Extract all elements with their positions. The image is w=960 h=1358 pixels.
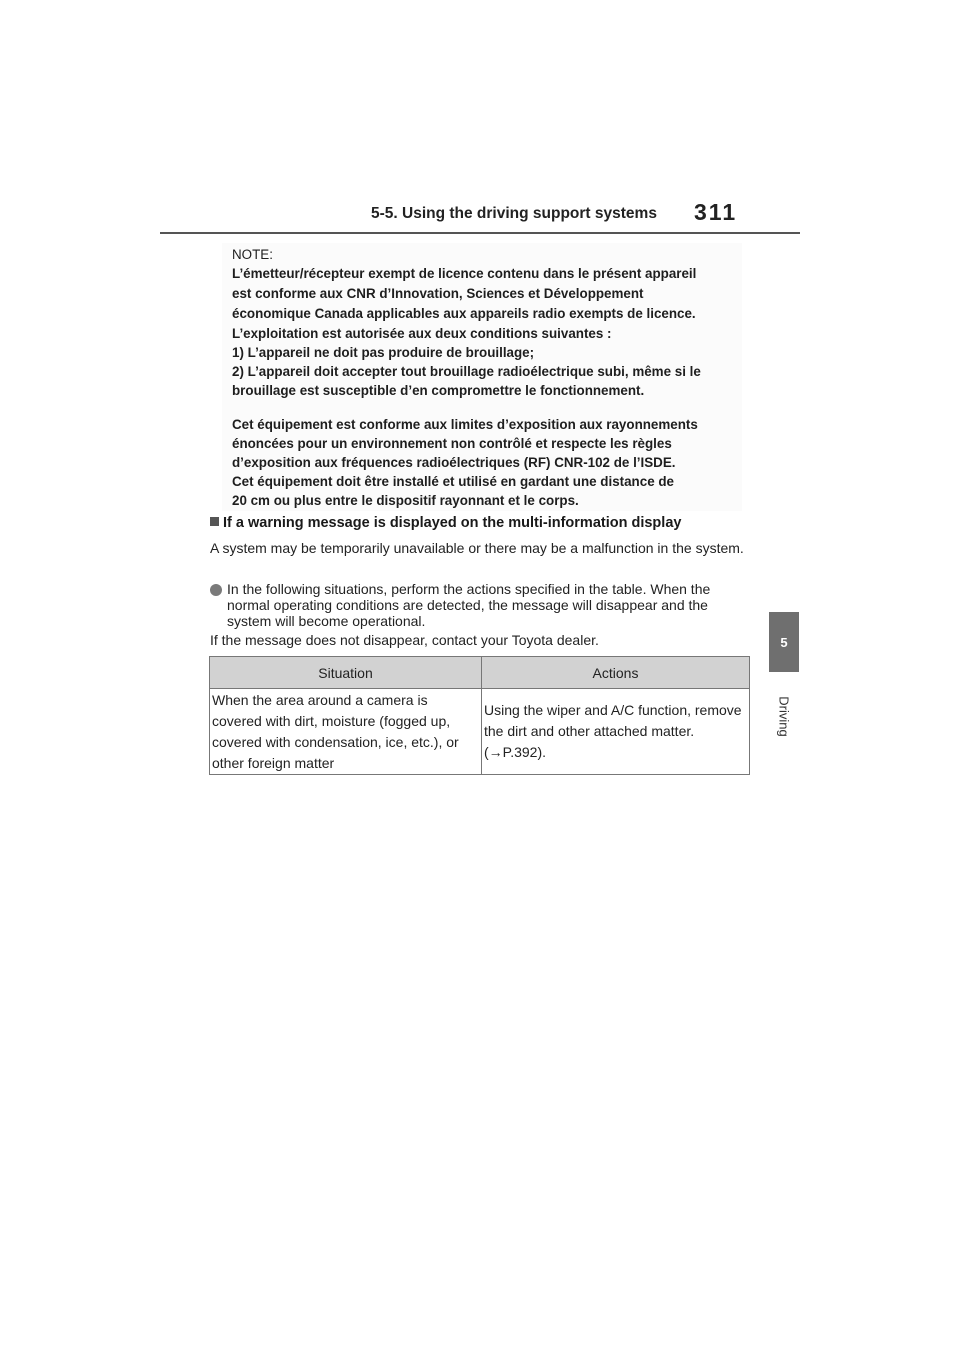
note-line: 20 cm ou plus entre le dispositif rayonnant et le corps. bbox=[232, 493, 579, 508]
regulatory-note-image bbox=[222, 243, 742, 511]
warning-actions-table bbox=[209, 656, 750, 775]
chapter-label-text: Driving bbox=[776, 695, 792, 737]
note-line: est conforme aux CNR d’Innovation, Sciences et Développement bbox=[232, 286, 644, 301]
note-line: d’exposition aux fréquences radioélectriques (RF) CNR-102 de l’ISDE. bbox=[232, 455, 676, 470]
section-heading-text: If a warning message is displayed on the multi-information display bbox=[223, 515, 682, 531]
table-cell-action: Using the wiper and A/C function, remove the dirt and other attached matter. (→P.392). bbox=[482, 689, 750, 775]
chapter-label bbox=[769, 686, 799, 746]
bullet-paragraph: In the following situations, perform the actions specified in the table. When the normal operating conditions are detected, the message will disappear and the system will become operational. bbox=[227, 581, 711, 629]
note-line: énoncées pour un environnement non contrôlé et respecte les règles bbox=[232, 436, 672, 451]
square-bullet-icon bbox=[210, 517, 219, 526]
note-line: brouillage est susceptible d’en compromettre le fonctionnement. bbox=[232, 383, 645, 398]
table-header-actions: Actions bbox=[482, 657, 750, 689]
note-line: L’exploitation est autorisée aux deux conditions suivantes : bbox=[232, 326, 612, 341]
closing-paragraph: If the message does not disappear, contact your Toyota dealer. bbox=[210, 632, 599, 648]
table-header-situation: Situation bbox=[210, 657, 482, 689]
note-line: économique Canada applicables aux appareils radio exempts de licence. bbox=[232, 306, 696, 321]
table-cell-situation: When the area around a camera is covered with dirt, moisture (fogged up, covered with condensation, ice, etc.), or other foreign matter bbox=[210, 689, 482, 775]
note-line: Cet équipement doit être installé et utilisé en gardant une distance de bbox=[232, 474, 674, 489]
note-line: L’émetteur/récepteur exempt de licence contenu dans le présent appareil bbox=[232, 266, 697, 281]
page-number: 311 bbox=[694, 199, 738, 225]
circle-bullet-icon bbox=[210, 584, 222, 596]
note-line: 2) L’appareil doit accepter tout brouillage radioélectrique subi, même si le bbox=[232, 364, 701, 379]
section-heading bbox=[210, 515, 681, 531]
table-header-row bbox=[210, 657, 750, 689]
note-line: NOTE: bbox=[232, 247, 273, 262]
intro-paragraph: A system may be temporarily unavailable or there may be a malfunction in the system. bbox=[210, 540, 744, 556]
header-divider bbox=[160, 232, 800, 234]
note-line: 1) L’appareil ne doit pas produire de brouillage; bbox=[232, 345, 535, 360]
note-line: Cet équipement est conforme aux limites d’exposition aux rayonnements bbox=[232, 417, 698, 432]
section-title: 5-5. Using the driving support systems bbox=[371, 205, 657, 222]
chapter-tab: 5 bbox=[769, 612, 799, 672]
table-row bbox=[210, 689, 750, 775]
